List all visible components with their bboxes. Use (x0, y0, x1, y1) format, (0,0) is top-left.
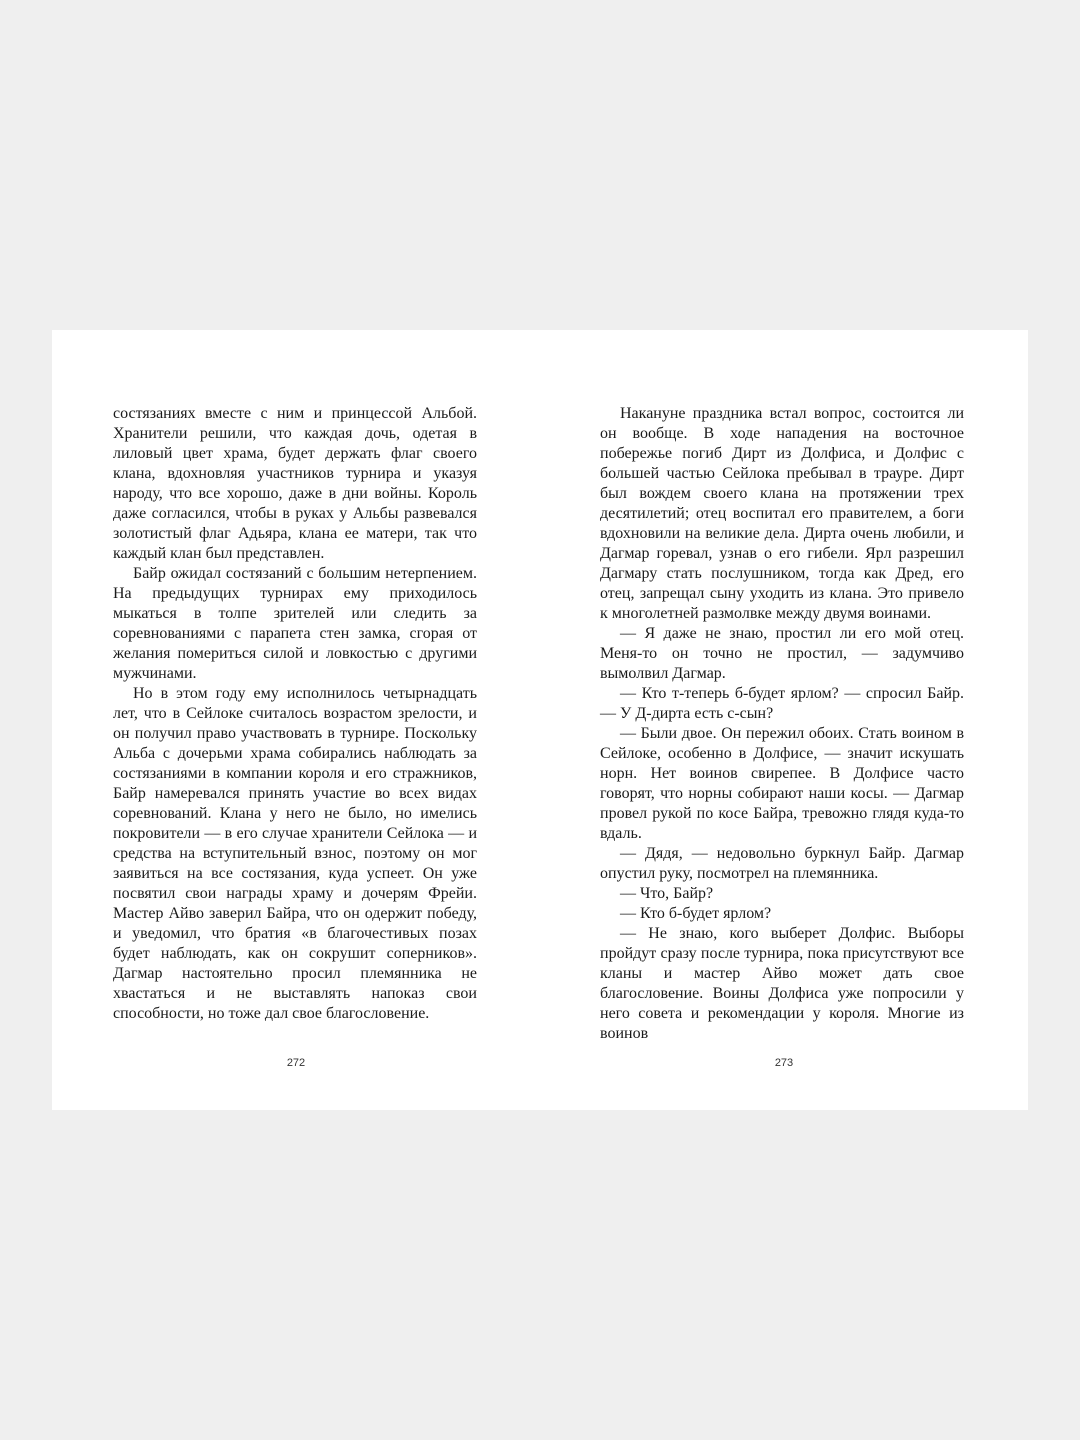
right-paragraph-3: — Кто т-теперь б-будет ярлом? — спросил Байр. — У Д-дирта есть с-сын? (600, 685, 964, 722)
right-paragraph-4: — Были двое. Он пережил обоих. Стать воином в Сейлоке, особенно в Долфисе, — значит искушать норн. Нет воинов свирепее. В Долфисе часто говорят, что норны собирают наши косы. — Дагмар провел рукой по косе Байра, тревожно глядя куда-то вдаль. (600, 725, 964, 842)
left-page-text (113, 404, 477, 1024)
left-paragraph-2: Байр ожидал состязаний с большим нетерпением. На предыдущих турнирах ему приходилось мыкаться в толпе зрителей или следить за соревнованиями с парапета стен замка, сгорая от желания помериться силой и ловкостью с другими мужчинами. (113, 565, 477, 682)
book-spread (52, 330, 1028, 1110)
right-paragraph-5: — Дядя, — недовольно буркнул Байр. Дагмар опустил руку, посмотрел на племянника. (600, 845, 964, 882)
right-paragraph-7: — Кто б-будет ярлом? (620, 905, 772, 922)
right-page-text (600, 404, 964, 1044)
right-paragraph-6: — Что, Байр? (620, 885, 714, 902)
left-paragraph-3: Но в этом году ему исполнилось четырнадцать лет, что в Сейлоке считалось возрастом зрелости, и он получил право участвовать в турнире. Поскольку Альба с дочерьми храма собирались наблюдать за состязаниями в компании короля и его стражников, Байр намеревался принять участие во всех видах соревнований. Клана у него не было, но имелись покровители — в его случае хранители Сейлока — и средства на вступительный взнос, поэтому он мог заявиться на все состязания, куда успеет. Он уже посвятил свои награды храму и дочерям Фрейи. Мастер Айво заверил Байра, что он одержит победу, и уведомил, что братия «в благочестивых позах будет наблюдать, как он сокрушит соперников». Дагмар настоятельно просил племянника не хвастаться и не выставлять напоказ свои способности, но тоже дал свое благословение. (113, 685, 477, 1022)
right-page-number: 273 (774, 1057, 794, 1069)
left-page-number: 272 (286, 1057, 306, 1069)
right-paragraph-1: Накануне праздника встал вопрос, состоится ли он вообще. В ходе нападения на восточное побережье погиб Дирт из Долфиса, и Долфис с большей частью Сейлока пребывал в трауре. Дирт был вождем своего клана на протяжении трех десятилетий; отец воспитал его правителем, а боги вдохновили на великие дела. Дирта очень любили, и Дагмар горевал, узнав о его гибели. Ярл разрешил Дагмару стать послушником, тогда как Дред, его отец, запрещал сыну уходить из клана. Это привело к многолетней размолвке между двумя воинами. (600, 405, 964, 622)
right-paragraph-2: — Я даже не знаю, простил ли его мой отец. Меня-то он точно не простил, — задумчиво вымолвил Дагмар. (600, 625, 964, 682)
left-paragraph-1: состязаниях вместе с ним и принцессой Альбой. Хранители решили, что каждая дочь, одетая в лиловый цвет храма, будет держать флаг своего клана, вдохновляя участников турнира и указуя народу, что все хорошо, даже в дни войны. Король даже согласился, чтобы в руках у Альбы развевался золотистый флаг Адьяра, клана ее матери, так что каждый клан был представлен. (113, 405, 477, 562)
right-paragraph-8: — Не знаю, кого выберет Долфис. Выборы пройдут сразу после турнира, пока присутствуют все кланы и мастер Айво может дать свое благословение. Воины Долфиса уже попросили у него совета и рекомендации у короля. Многие из воинов (600, 925, 964, 1042)
